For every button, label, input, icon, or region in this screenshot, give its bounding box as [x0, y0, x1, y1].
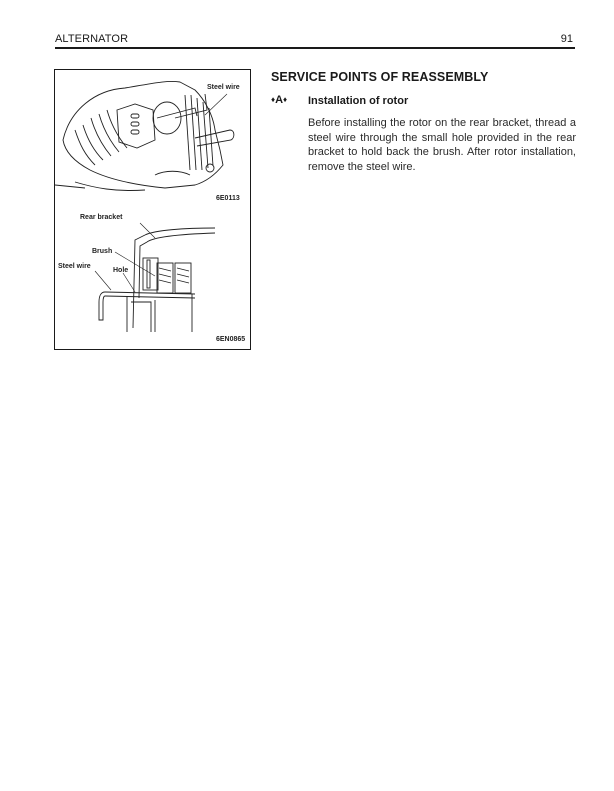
- label-steel-wire-bottom: Steel wire: [58, 263, 91, 270]
- figure-box: [54, 69, 251, 350]
- item-title: Installation of rotor: [308, 95, 409, 107]
- section-header-title: ALTERNATOR: [55, 33, 129, 45]
- section-title: SERVICE POINTS OF REASSEMBLY: [271, 70, 489, 84]
- label-rear-bracket: Rear bracket: [80, 214, 123, 221]
- label-brush: Brush: [92, 248, 113, 255]
- page-header: [55, 33, 575, 49]
- figure-code-bottom: 6EN0865: [216, 336, 246, 343]
- label-hole: Hole: [113, 267, 129, 274]
- alternator-illustration: [55, 70, 252, 351]
- diamond-icon: ♦: [283, 95, 288, 104]
- diamond-icon: ♦: [271, 95, 276, 104]
- figure-code-top: 6E0113: [216, 195, 240, 202]
- service-point-marker: [271, 94, 287, 106]
- label-steel-wire-top: Steel wire: [207, 84, 240, 91]
- body-paragraph: Before installing the rotor on the rear bracket, thread a steel wire through the small hole provided in the rear bracket to hold back the brush. After rotor installation, remove the steel wire.: [308, 117, 576, 173]
- marker-letter: A: [275, 94, 284, 106]
- page-number: 91: [560, 33, 573, 45]
